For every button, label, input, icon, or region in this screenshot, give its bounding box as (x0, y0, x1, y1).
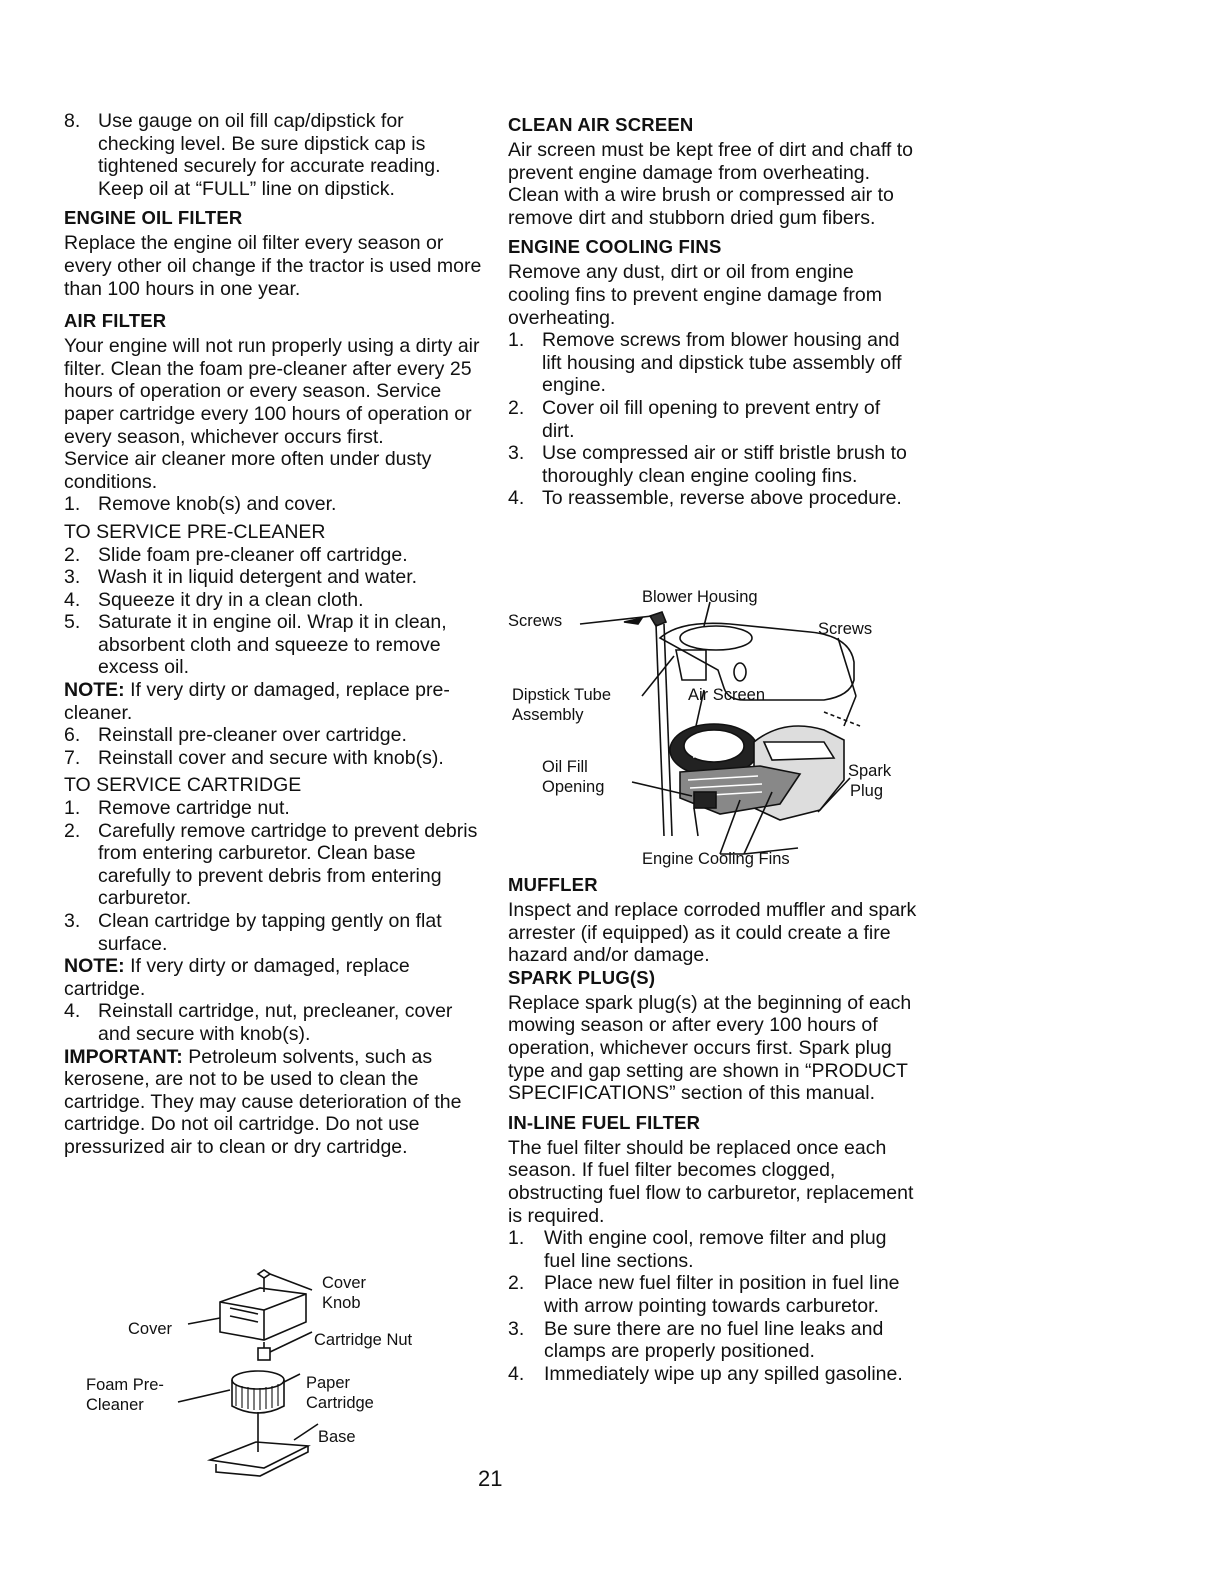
list-item (64, 566, 484, 589)
cover-knob-label-2: Knob (322, 1294, 361, 1312)
important-note (64, 1046, 484, 1159)
list-item (508, 397, 918, 442)
step-text: Carefully remove cartridge to prevent debris from entering carburetor. Clean base carefully to prevent debris from entering carburetor. (98, 819, 478, 910)
step-number: 5. (64, 611, 81, 634)
oil-fill-label-2: Opening (542, 778, 605, 796)
dipstick-tube-label-2: Assembly (512, 706, 584, 724)
foam-pre-cleaner-label-1: Foam Pre- (86, 1376, 164, 1394)
step-number: 3. (64, 910, 81, 932)
spark-plug-label-2: Plug (850, 782, 884, 800)
step-text: Remove cartridge nut. (98, 797, 290, 820)
cooling-fins-label: Engine Cooling Fins (642, 850, 790, 868)
paper-cartridge-label-2: Cartridge (306, 1394, 374, 1412)
note-text: If very dirty or damaged, replace cartridge. (64, 955, 410, 1000)
muffler-body: Inspect and replace corroded muffler and spark arrester (if equipped) as it could create a fire hazard and/or damage. (508, 899, 917, 967)
list-item (508, 1272, 918, 1317)
step-number: 4. (64, 1000, 81, 1023)
base-label: Base (318, 1428, 356, 1446)
fuel-filter-body: The fuel filter should be replaced once each season. If fuel filter becomes clogged, obstructing fuel flow to carburetor, replacement is required. (508, 1136, 914, 1227)
list-item (508, 442, 918, 487)
list-item (64, 544, 484, 567)
spark-plug-label-1: Spark (848, 762, 892, 780)
step-text: Wash it in liquid detergent and water. (98, 566, 418, 589)
important-text: Petroleum solvents, such as kerosene, are not to be used to clean the cartridge. They may cause deterioration of the cartridge. Do not oil cartridge. Do not use pressurized air to clean or dry cartridge. (64, 1045, 462, 1158)
list-item (508, 1318, 918, 1363)
right-column-bottom (508, 872, 918, 1385)
step-text: Saturate it in engine oil. Wrap it in clean, absorbent cloth and squeeze to remove excess oil. (98, 611, 447, 679)
step-text: Use gauge on oil fill cap/dipstick for checking level. Be sure dipstick cap is tightened securely for accurate reading. Keep oil at “FULL” line on dipstick. (98, 110, 441, 200)
step-number: 7. (64, 746, 81, 769)
list-item (64, 1000, 484, 1045)
step-number: 2. (64, 819, 81, 842)
cover-label: Cover (128, 1320, 173, 1338)
left-column (64, 110, 484, 1159)
step-number: 8. (64, 110, 81, 132)
muffler-heading: MUFFLER (508, 874, 598, 895)
cover-knob-label-1: Cover (322, 1274, 367, 1292)
step-number: 2. (508, 1272, 525, 1295)
step-number: 4. (508, 487, 525, 510)
step-number: 6. (64, 724, 81, 747)
dipstick-tube-label-1: Dipstick Tube (512, 686, 612, 704)
step-text: Clean cartridge by tapping gently on flat surface. (98, 910, 442, 955)
right-column-top (508, 114, 918, 510)
foam-pre-cleaner-label-2: Cleaner (86, 1396, 144, 1414)
step-number: 2. (64, 543, 81, 566)
clean-air-screen-heading: CLEAN AIR SCREEN (508, 114, 694, 135)
list-item (508, 1363, 918, 1386)
engine-oil-filter-body: Replace the engine oil filter every season or every other oil change if the tractor is used more than 100 hours in one year. (64, 232, 482, 300)
list-item (64, 797, 484, 820)
clean-air-screen-body: Air screen must be kept free of dirt and chaff to prevent engine damage from overheating. Clean with a wire brush or compressed air to remove dirt and stubborn dried gum fibers. (508, 139, 914, 229)
list-item (64, 747, 484, 770)
step-number: 1. (508, 329, 525, 352)
air-screen-label: Air Screen (688, 686, 766, 704)
list-item (64, 820, 484, 910)
engine-cooling-fins-heading: ENGINE COOLING FINS (508, 236, 722, 258)
air-filter-dusty: Service air cleaner more often under dusty conditions. (64, 448, 432, 493)
step-number: 4. (64, 588, 81, 611)
step-text: Slide foam pre-cleaner off cartridge. (98, 543, 408, 566)
list-item (508, 487, 918, 510)
step-number: 4. (508, 1362, 525, 1385)
step-text: Be sure there are no fuel line leaks and clamps are properly positioned. (544, 1317, 884, 1363)
pre-cleaner-steps (64, 544, 484, 680)
pre-cleaner-heading: TO SERVICE PRE-CLEANER (64, 520, 326, 543)
step-text: Remove knob(s) and cover. (98, 493, 337, 516)
page-number: 21 (478, 1466, 503, 1491)
step-text: Place new fuel filter in position in fuel line with arrow pointing towards carburetor. (544, 1272, 900, 1317)
note-cartridge (64, 955, 484, 1000)
note-text: If very dirty or damaged, replace pre-cleaner. (64, 679, 450, 724)
step-text: Cover oil fill opening to prevent entry of dirt. (542, 396, 881, 442)
fuel-filter-heading: IN-LINE FUEL FILTER (508, 1111, 701, 1133)
note-pre-cleaner (64, 679, 484, 724)
oil-step-8 (64, 110, 484, 200)
list-item (64, 611, 484, 679)
note-label: NOTE: (64, 679, 125, 702)
air-filter-body: Your engine will not run properly using a dirty air filter. Clean the foam pre-cleaner after every 25 hours of operation or every season. Service paper cartridge every 100 hours of operation or every season, whichever occurs first. (64, 335, 480, 448)
step-number: 2. (508, 396, 525, 419)
step-number: 3. (64, 566, 81, 589)
air-cleaner-diagram (80, 1262, 420, 1492)
spark-plugs-body: Replace spark plug(s) at the beginning of each mowing season or after every 100 hours of operation, whichever occurs first. Spark plug type and gap setting are shown in “PRODUCT SPECIFICATIONS” section of this manual. (508, 991, 912, 1105)
oil-fill-label-1: Oil Fill (542, 758, 588, 776)
step-text: Remove screws from blower housing and lift housing and dipstick tube assembly off engine. (542, 329, 902, 397)
screws-right-label: Screws (818, 620, 873, 638)
air-filter-heading: AIR FILTER (64, 310, 167, 332)
step-text: With engine cool, remove filter and plug fuel line sections. (544, 1227, 887, 1272)
engine-diagram (508, 586, 908, 874)
air-step-1 (64, 493, 484, 516)
list-item (508, 1227, 918, 1272)
spark-plugs-heading: SPARK PLUG(S) (508, 966, 656, 988)
step-text: Reinstall pre-cleaner over cartridge. (98, 724, 407, 747)
paper-cartridge-label-1: Paper (306, 1374, 351, 1392)
list-item (64, 724, 484, 747)
step-text: Squeeze it dry in a clean cloth. (98, 588, 364, 611)
important-label: IMPORTANT: (64, 1045, 183, 1068)
engine-cooling-fins-body: Remove any dust, dirt or oil from engine cooling fins to prevent engine damage from overheating. (508, 261, 882, 329)
step-number: 1. (64, 493, 81, 516)
step-text: Reinstall cartridge, nut, precleaner, cover and secure with knob(s). (98, 1000, 453, 1045)
step-text: Use compressed air or stiff bristle brush to thoroughly clean engine cooling fins. (542, 442, 907, 487)
step-number: 3. (508, 442, 525, 465)
step-text: Immediately wipe up any spilled gasoline. (544, 1362, 903, 1385)
step-number: 1. (64, 797, 81, 820)
step-text: To reassemble, reverse above procedure. (542, 487, 902, 510)
step-text: Reinstall cover and secure with knob(s). (98, 746, 444, 769)
cartridge-heading: TO SERVICE CARTRIDGE (64, 774, 302, 797)
list-item (64, 589, 484, 612)
note-label: NOTE: (64, 955, 125, 978)
screws-left-label: Screws (508, 612, 563, 630)
list-item (508, 329, 918, 397)
step-number: 1. (508, 1227, 525, 1250)
list-item (64, 910, 484, 955)
blower-housing-label: Blower Housing (642, 588, 758, 606)
step-number: 3. (508, 1317, 525, 1340)
cartridge-nut-label: Cartridge Nut (314, 1331, 413, 1349)
engine-oil-filter-heading: ENGINE OIL FILTER (64, 207, 243, 229)
